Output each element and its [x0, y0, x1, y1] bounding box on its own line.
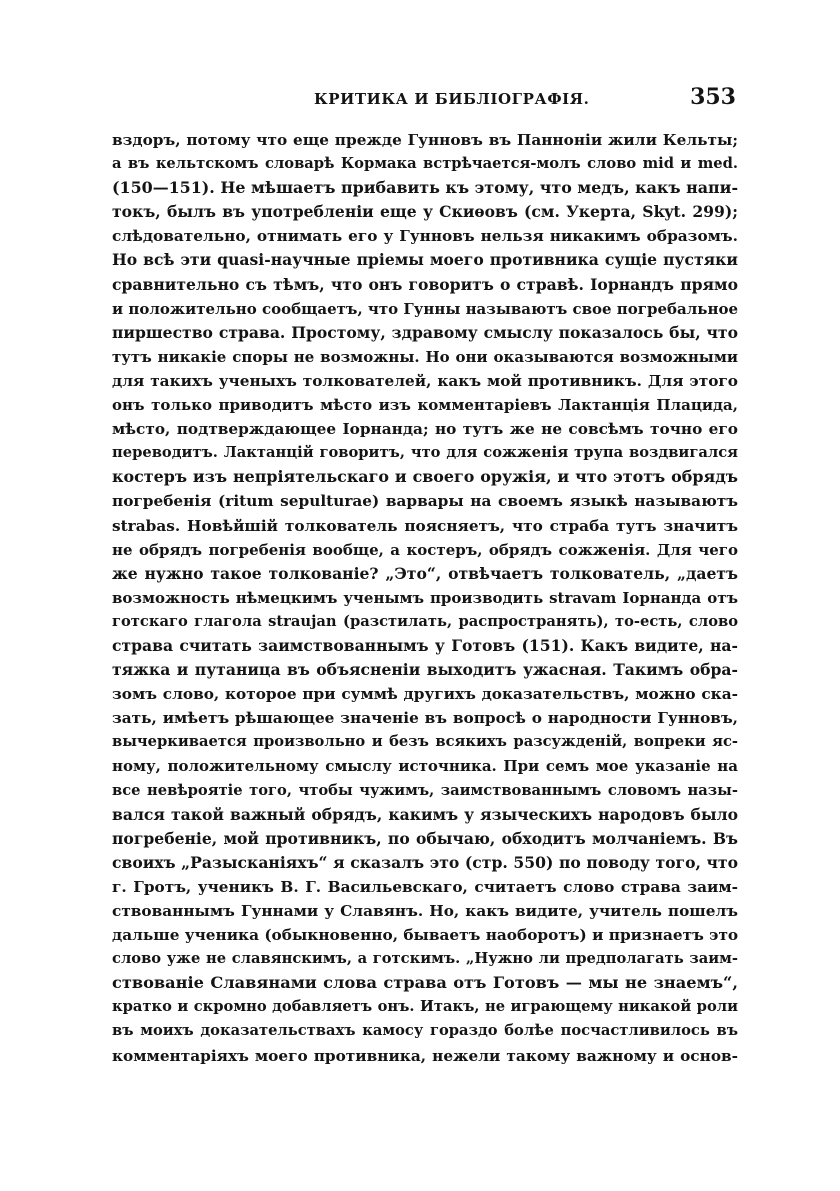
text-line: не обрядъ погребенiя вообще, а костеръ, обрядъ сожженiя. Для чего — [112, 540, 738, 559]
text-line: тутъ никакiе споры не возможны. Но они оказываются возможными — [112, 347, 738, 366]
text-line: переводитъ. Лактанцiй говоритъ, что для сожженiя трупа воздвигался — [112, 444, 738, 462]
text-line: слово уже не славянскимъ, а готскимъ. „Нужно ли предполагать заим- — [112, 950, 738, 968]
text-line: Но всѣ эти quasi-научные прiемы моего противника сущiе пустяки — [112, 250, 738, 270]
text-line: зать, имѣетъ рѣшающее значенiе въ вопросѣ о народности Гунновъ, — [112, 709, 738, 728]
text-line: погребенiе, мой противникъ, по обычаю, обходитъ молчанiемъ. Въ — [112, 828, 738, 848]
text-line: костеръ изъ непрiятельскаго и своего оружiя, и что этотъ обрядъ — [112, 467, 738, 487]
text-line: въ моихъ доказательствахъ камосу гораздо болѣе посчастливилось въ — [112, 1022, 738, 1040]
text-line: ному, положительному смыслу источника. При семъ мое указанiе на — [112, 757, 738, 776]
text-line: вычеркивается произвольно и безъ всякихъ разсужденiй, вопреки яс- — [112, 733, 738, 751]
text-line: дальше ученика (обыкновенно, бываетъ наоборотъ) и признаетъ это — [112, 926, 738, 945]
text-line: все невѣроятiе того, чтобы чужимъ, заимствованнымъ словомъ назы- — [112, 781, 738, 799]
page-number: 353 — [690, 84, 736, 110]
text-line: готскаго глагола straujan (разстилать, распространять), то-есть, слово — [112, 612, 738, 630]
page-header — [110, 84, 736, 114]
text-line: кратко и скромно добавляетъ онъ. Итакъ, не играющему никакой роли — [112, 998, 738, 1016]
text-line: тяжка и путаница въ объясненiи выходитъ ужасная. Такимъ обра- — [112, 660, 738, 680]
text-line: strabas. Новѣйшiй толкователь поясняетъ, что страба тутъ значитъ — [112, 516, 738, 535]
text-line: же нужно такое толкованiе? „Это“, отвѣчаетъ толкователь, „даетъ — [112, 563, 738, 583]
text-line: слѣдовательно, отнимать его у Гунновъ нельзя никакимъ образомъ. — [112, 227, 738, 246]
text-line: сравнительно съ тѣмъ, что онъ говоритъ о стравѣ. Iорнандъ прямо — [112, 274, 738, 294]
body-text — [112, 128, 738, 1068]
text-line: а въ кельтскомъ словарѣ Кормака встрѣчается-молъ слово mid и med. — [112, 155, 738, 173]
text-line: вздоръ, потому что еще прежде Гунновъ въ Паннонiи жили Кельты; — [112, 131, 738, 149]
text-line: (150—151). Не мѣшаетъ прибавить къ этому, что медъ, какъ напи- — [112, 178, 738, 198]
running-head: КРИТИКА И БИБЛIОГРАФIЯ. — [314, 90, 590, 108]
text-line: зомъ слово, которое при суммѣ другихъ доказательствъ, можно ска- — [112, 685, 738, 704]
text-line: возможность нѣмецкимъ ученымъ производить stravam Iорнанда отъ — [112, 588, 738, 607]
text-line: г. Гротъ, ученикъ В. Г. Васильевскаго, считаетъ слово страва заим- — [112, 877, 738, 896]
text-line: страва считать заимствованнымъ у Готовъ (151). Какъ видите, на- — [112, 635, 738, 655]
text-line: комментарiяхъ моего противника, нежели такому важному и основ- — [112, 1046, 738, 1065]
text-line: пиршество страва. Простому, здравому смыслу показалось бы, что — [112, 322, 738, 342]
text-line: своихъ „Разысканiяхъ“ я сказалъ это (стр. 550) по поводу того, что — [112, 852, 738, 872]
text-line: токъ, былъ въ употребленiи еще у Скиѳовъ (см. Укерта, Skyt. 299); — [112, 202, 738, 222]
text-line: погребенiя (ritum sepulturae) варвары на своемъ языкѣ называютъ — [112, 492, 738, 511]
text-line: и положительно сообщаетъ, что Гунны называютъ свое погребальное — [112, 299, 738, 318]
text-line: ствованiе Славянами слова страва отъ Готовъ — мы не знаемъ“, — [112, 973, 738, 993]
text-line: онъ только приводитъ мѣсто изъ комментарiевъ Лактанцiя Плацида, — [112, 396, 738, 415]
text-line: для такихъ ученыхъ толкователей, какъ мой противникъ. Для этого — [112, 371, 738, 390]
text-line: вался такой важный обрядъ, какимъ у языческихъ народовъ было — [112, 804, 738, 824]
text-line: мѣсто, подтверждающее Iорнанда; но тутъ же не совсѣмъ точно его — [112, 420, 738, 439]
text-line: ствованнымъ Гуннами у Славянъ. Но, какъ видите, учитель пошелъ — [112, 902, 738, 920]
